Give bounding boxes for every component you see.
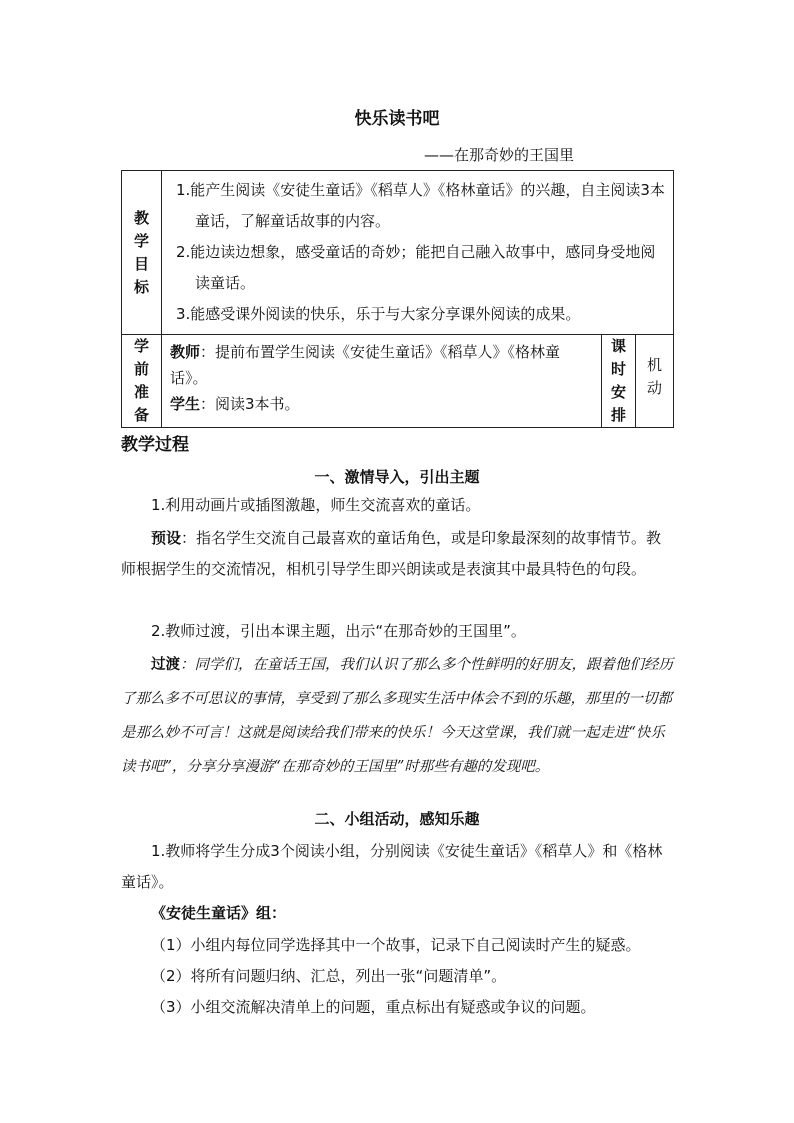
section1-p3: 2.教师过渡，引出本课主题，出示“在那奇妙的王国里”。 [151,622,526,640]
page-title: 快乐读书吧 [354,109,440,129]
prep-teacher: 教师：提前布置学生阅读《安徒生童话》《稻草人》《格林童话》。 [170,343,561,387]
time-value: 机 动 [646,356,662,397]
section2-heading: 二、小组活动，感知乐趣 [314,810,480,828]
goal-item: 3.能感受课外阅读的快乐，乐于与大家分享课外阅读的成果。 [176,305,581,323]
prep-row [122,335,674,428]
prep-header-cell [122,335,162,428]
prep-header: 学 前 准 备 [133,337,149,424]
prep-student: 学生：阅读3本书。 [170,395,300,413]
group-title: 《安徒生童话》组： [151,904,287,922]
time-value-cell [636,335,674,428]
goal-item: 2.能边读边想象，感受童话的奇妙；能把自己融入故事中，感同身受地阅读童话。 [176,243,656,292]
lesson-info-table [121,170,674,428]
section1-p2: 预设：指名学生交流自己最喜欢的童话角色，或是印象最深刻的故事情节。教师根据学生的交流情况，相机引导学生即兴朗读或是表演其中最具特色的句段。 [121,529,662,578]
goal-item: 1.能产生阅读《安徒生童话》《稻草人》《格林童话》的兴趣，自主阅读3本童话，了解童话故事的内容。 [176,181,665,230]
section2-p1: 1.教师将学生分成3个阅读小组，分别阅读《安徒生童话》《稻草人》和《格林童话》。 [121,842,663,891]
goals-header-cell [122,171,162,335]
prep-cell [162,335,602,428]
section1-heading: 一、激情导入，引出主题 [314,468,480,486]
time-header: 课 时 安 排 [610,337,626,424]
section1-p4: 过渡：同学们，在童话王国，我们认识了那么多个性鲜明的好朋友，跟着他们经历了那么多不可思议的事情，享受到了那么多现实生活中体会不到的乐趣，那里的一切都是那么妙不可言！这就是阅读给我们带来的快乐！今天这堂课，我们就一起走进“快乐读书吧”，分享分享漫游“在那奇妙的王国里”时那些有趣的发现吧。 [121,656,673,775]
step-item: （1）小组内每位同学选择其中一个故事，记录下自己阅读时产生的疑惑。 [151,936,641,954]
time-header-cell [602,335,636,428]
goals-header: 教 学 目 标 [133,208,149,296]
page-subtitle: ——在那奇妙的王国里 [424,146,575,164]
step-item: （2）将所有问题归纳、汇总，列出一张“问题清单”。 [151,967,507,985]
goals-row [122,171,674,335]
step-item: （3）小组交流解决清单上的问题，重点标出有疑惑或争议的问题。 [151,998,596,1016]
process-heading: 教学过程 [121,435,189,455]
section1-p1: 1.利用动画片或插图激趣，师生交流喜欢的童话。 [151,496,481,514]
goals-cell [162,171,674,335]
